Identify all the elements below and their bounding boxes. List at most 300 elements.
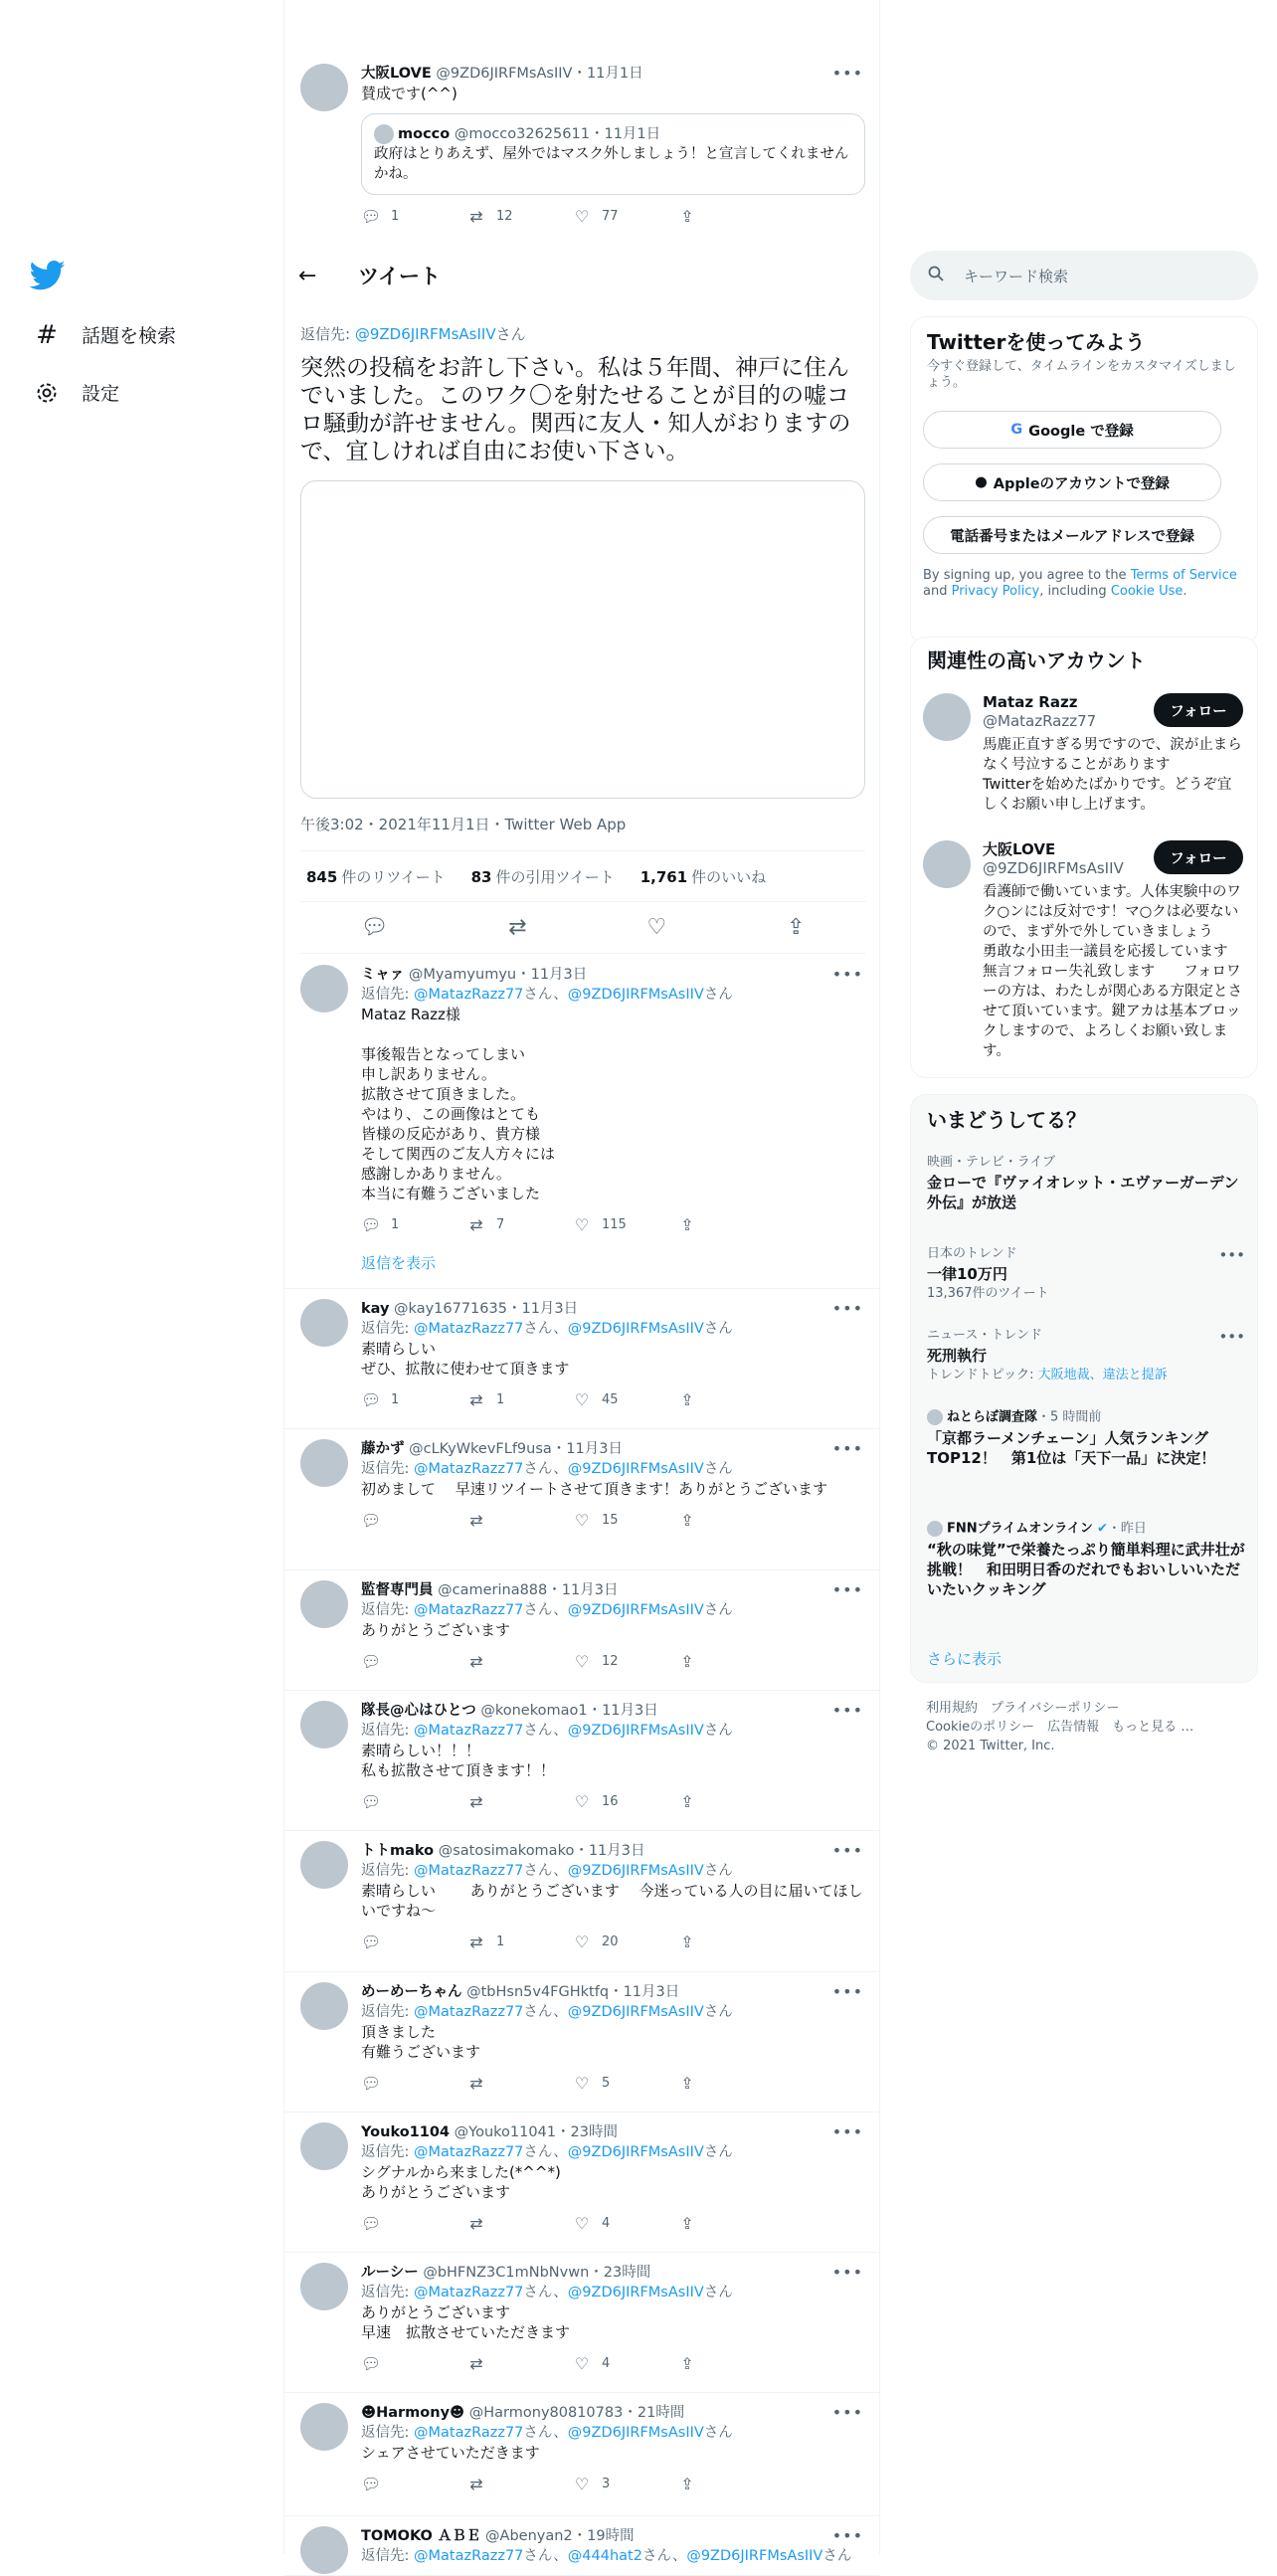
- footer: [926, 1699, 1193, 1755]
- account-name[interactable]: Mataz Razz: [983, 693, 1078, 711]
- tweet-text: ありがとうございます: [361, 1621, 511, 1639]
- search-box[interactable]: [910, 251, 1258, 300]
- reply-to-link[interactable]: @9ZD6JIRFMsAsIIV: [567, 1321, 704, 1337]
- news-time: ・昨日: [1107, 1521, 1147, 1537]
- share-button[interactable]: [677, 2354, 783, 2374]
- related-account[interactable]: [923, 693, 1251, 813]
- share-icon: ⇪: [680, 1792, 694, 1811]
- avatar[interactable]: [300, 965, 348, 1012]
- heart-icon: ♡: [574, 2475, 590, 2493]
- avatar[interactable]: [300, 2403, 348, 2451]
- avatar[interactable]: [923, 840, 971, 888]
- apple-signup-label: Appleのアカウントで登録: [993, 475, 1170, 492]
- quoted-author-handle: @mocco32625611: [454, 126, 590, 142]
- retweet-icon: ⇄: [469, 2214, 483, 2233]
- like-count: 115: [602, 1217, 627, 1232]
- more-icon[interactable]: •••: [831, 965, 863, 984]
- source-avatar: [927, 1409, 943, 1425]
- follow-button[interactable]: フォロー: [1154, 693, 1243, 727]
- reply-prefix: 返信先:: [361, 2144, 414, 2160]
- tweet-date[interactable]: 11月1日: [586, 66, 643, 82]
- google-signup-button[interactable]: [923, 411, 1221, 449]
- more-icon[interactable]: •••: [831, 2526, 863, 2545]
- retweet-icon: ⇄: [469, 2475, 483, 2493]
- tweet-text: 賛成です(^^): [361, 85, 457, 102]
- retweet-icon[interactable]: ⇄: [508, 915, 527, 940]
- likes-stat[interactable]: [635, 866, 766, 887]
- author-name[interactable]: 監督専門員: [361, 1582, 434, 1598]
- footer-links-2[interactable]: Cookieのポリシー 広告情報 もっと見る …: [926, 1720, 1194, 1735]
- like-count: 45: [602, 1392, 619, 1407]
- tweet-text: シェアさせていただきます: [361, 2444, 540, 2462]
- tweet-stats: [300, 850, 865, 902]
- retweet-button[interactable]: [466, 1792, 572, 1812]
- trend-count: 13,367件のツイート: [927, 1286, 1049, 1301]
- quotes-stat[interactable]: [465, 866, 615, 887]
- like-button[interactable]: [572, 1792, 677, 1812]
- reply-sep: さん、: [523, 1723, 568, 1739]
- tweet-date[interactable]: 11月3日: [588, 1843, 645, 1859]
- reply-to-link[interactable]: @9ZD6JIRFMsAsIIV: [686, 2548, 823, 2564]
- reply-suffix: さん: [703, 1723, 733, 1739]
- like-button[interactable]: [572, 207, 677, 227]
- like-button[interactable]: [572, 1511, 677, 1531]
- heart-icon: ♡: [574, 1932, 590, 1951]
- reply-button[interactable]: [361, 1652, 466, 1672]
- tweet-date[interactable]: 11月3日: [561, 1582, 619, 1598]
- tweet-date[interactable]: 11月3日: [602, 1703, 658, 1719]
- reply-suffix: さん: [703, 2144, 733, 2160]
- account-bio: 馬鹿正直すぎる男ですので、涙が止まらなく号泣することがあります Twitterを始めたばかりです。どうぞ宜しくお願い申し上げます。: [983, 737, 1242, 813]
- more-icon[interactable]: •••: [831, 1841, 863, 1860]
- search-icon: [928, 266, 944, 285]
- tweet-date[interactable]: 11月3日: [521, 1301, 579, 1317]
- privacy-link[interactable]: Privacy Policy: [951, 584, 1040, 599]
- retweet-icon: ⇄: [469, 1215, 483, 1234]
- retweet-button[interactable]: [466, 1511, 572, 1531]
- reply-button[interactable]: [361, 2475, 466, 2494]
- reply-to-link[interactable]: @MatazRazz77: [414, 2425, 524, 2441]
- reply-to-link[interactable]: @9ZD6JIRFMsAsIIV: [567, 2144, 704, 2160]
- share-button[interactable]: [677, 1652, 783, 1672]
- more-icon[interactable]: •••: [831, 1439, 863, 1458]
- avatar[interactable]: [300, 1439, 348, 1487]
- reply-to-link[interactable]: @9ZD6JIRFMsAsIIV: [354, 325, 496, 343]
- reply-prefix: 返信先:: [361, 987, 414, 1003]
- reply-to-link[interactable]: @MatazRazz77: [414, 1321, 524, 1337]
- share-button[interactable]: [677, 1932, 783, 1952]
- separator: ・: [574, 1843, 589, 1859]
- reply-tweet[interactable]: [284, 1691, 879, 1831]
- like-count: 12: [602, 1654, 619, 1669]
- more-icon[interactable]: •••: [831, 2122, 863, 2141]
- retweet-count: 7: [496, 1217, 505, 1232]
- reply-button[interactable]: [361, 2214, 466, 2234]
- reply-suffix: さん: [703, 1602, 733, 1618]
- nav-settings-label: 設定: [82, 383, 120, 405]
- more-icon[interactable]: •••: [831, 1299, 863, 1318]
- retweet-button[interactable]: [466, 207, 572, 227]
- reply-button[interactable]: [361, 2354, 466, 2374]
- copyright: © 2021 Twitter, Inc.: [926, 1739, 1055, 1753]
- trends-card: [910, 1094, 1258, 1683]
- like-count: 4: [602, 2356, 611, 2371]
- avatar[interactable]: [300, 1982, 348, 2030]
- author-handle: @tbHsn5v4FGHktfq: [466, 1984, 610, 2000]
- retweets-stat[interactable]: [300, 866, 446, 887]
- separator: ・: [516, 967, 531, 983]
- account-name[interactable]: 大阪LOVE: [983, 840, 1056, 858]
- author-name[interactable]: 藤かず: [361, 1441, 405, 1457]
- reply-button[interactable]: [361, 1215, 466, 1235]
- reply-to-link[interactable]: @MatazRazz77: [414, 1461, 524, 1477]
- like-button[interactable]: [572, 1215, 677, 1235]
- related-account[interactable]: [923, 840, 1251, 1069]
- trend-category: 日本のトレンド: [927, 1246, 1017, 1261]
- trend-title: 金ローで『ヴァイオレット・エヴァーガーデン 外伝』が放送: [927, 1174, 1239, 1211]
- heart-icon: ♡: [574, 2214, 590, 2233]
- show-replies-link[interactable]: 返信を表示: [361, 1254, 437, 1272]
- reply-context: [300, 323, 526, 344]
- quotes-label: 件の引用ツイート: [495, 867, 615, 886]
- heart-icon: ♡: [574, 2074, 590, 2093]
- reply-tweet[interactable]: [284, 1831, 879, 1972]
- tweet-date[interactable]: 19時間: [587, 2528, 635, 2544]
- author-name[interactable]: ミャァ: [361, 967, 405, 983]
- reply-button[interactable]: [361, 1511, 466, 1531]
- reply-tweet[interactable]: [284, 1429, 879, 1570]
- trends-title: いまどうしてる？: [927, 1108, 1086, 1132]
- reply-to-link[interactable]: @9ZD6JIRFMsAsIIV: [567, 1863, 704, 1879]
- avatar[interactable]: [300, 1841, 348, 1889]
- like-button[interactable]: [572, 1932, 677, 1952]
- related-accounts-card: [910, 637, 1258, 1078]
- quoted-date: 11月1日: [604, 126, 661, 142]
- share-icon: ⇪: [680, 207, 694, 226]
- share-icon: ⇪: [680, 2074, 694, 2093]
- separator: ・: [587, 1703, 603, 1719]
- author-name[interactable]: 大阪LOVE: [361, 66, 432, 82]
- trend-category: 映画・テレビ・ライブ: [927, 1155, 1055, 1170]
- reply-to-link[interactable]: @9ZD6JIRFMsAsIIV: [567, 2004, 704, 2020]
- retweet-icon: ⇄: [469, 207, 483, 226]
- trend-category: ニュース・トレンド: [927, 1328, 1043, 1343]
- avatar[interactable]: [923, 693, 971, 741]
- author-handle: @satosimakomako: [438, 1843, 575, 1859]
- reply-context: [361, 985, 865, 1005]
- more-icon[interactable]: •••: [831, 2263, 863, 2282]
- tweet-date[interactable]: 11月3日: [530, 967, 588, 983]
- reply-prefix: 返信先:: [361, 2285, 414, 2300]
- like-count: 4: [602, 2216, 611, 2231]
- retweet-icon: ⇄: [469, 1932, 483, 1951]
- reply-button[interactable]: [361, 207, 466, 227]
- main-tweet-text: 突然の投稿をお許し下さい。私は５年間、神戸に住んでいました。このワク〇を射たせることが目的の嘘コロ騒動が許せません。関西に友人・知人がおりますので、宜しければ自由にお使い下さい。: [300, 355, 851, 464]
- terms-link[interactable]: Terms of Service: [1130, 568, 1237, 583]
- reply-to-link[interactable]: @9ZD6JIRFMsAsIIV: [567, 2285, 704, 2300]
- heart-icon[interactable]: ♡: [646, 915, 667, 940]
- news-item[interactable]: [927, 1409, 1245, 1468]
- separator: ・: [589, 126, 605, 142]
- reply-sep: さん、: [523, 2285, 568, 2300]
- author-handle: @9ZD6JIRFMsAsIIV: [436, 66, 573, 82]
- news-time: ・5 時間前: [1037, 1409, 1102, 1425]
- like-button[interactable]: [572, 1390, 677, 1410]
- reply-button[interactable]: [361, 1792, 466, 1812]
- reply-to-link[interactable]: @9ZD6JIRFMsAsIIV: [567, 1461, 704, 1477]
- trend-item[interactable]: [927, 1155, 1245, 1212]
- gear-icon: [34, 380, 60, 406]
- reply-to-link[interactable]: @MatazRazz77: [414, 1723, 524, 1739]
- reply-tweet[interactable]: [284, 2393, 879, 2516]
- retweet-button[interactable]: [466, 2475, 572, 2494]
- heart-icon: ♡: [574, 2354, 590, 2373]
- reply-sep: さん、: [523, 2548, 568, 2564]
- trend-item[interactable]: [927, 1328, 1245, 1383]
- retweet-icon: ⇄: [469, 1792, 483, 1811]
- retweet-button[interactable]: [466, 2074, 572, 2094]
- author-name[interactable]: Youko1104: [361, 2124, 451, 2140]
- trend-topic-link[interactable]: 大阪地裁、違法と提訴: [1037, 1368, 1168, 1382]
- tweet-media[interactable]: [300, 480, 865, 799]
- reply-icon: 💬︎: [361, 2475, 382, 2493]
- more-icon[interactable]: •••: [831, 2403, 863, 2422]
- author-name[interactable]: ☻Harmony☻: [361, 2405, 465, 2421]
- reply-sep: さん、: [523, 1602, 568, 1618]
- quoted-tweet[interactable]: [361, 113, 865, 195]
- phone-signup-button[interactable]: [923, 516, 1221, 554]
- share-icon: ⇪: [680, 1932, 694, 1951]
- heart-icon: ♡: [574, 207, 590, 226]
- author-name[interactable]: TOMOKO ＡＢＥ: [361, 2528, 481, 2544]
- reply-tweet[interactable]: [284, 1972, 879, 2113]
- retweet-button[interactable]: [466, 2354, 572, 2374]
- tweet-text: Mataz Razz様 事後報告となってしまい 申し訳ありません。 拡散させて頂きました。 やはり、この画像はとても 皆様の反応があり、貴方様 そして関西のご友人方々には 感謝しかありません。 本当に有難うございました: [361, 1006, 556, 1202]
- reply-icon: 💬︎: [361, 2214, 382, 2233]
- more-icon[interactable]: •••: [831, 1580, 863, 1599]
- reply-to-link[interactable]: @9ZD6JIRFMsAsIIV: [567, 1602, 704, 1618]
- signup-terms: [923, 568, 1241, 600]
- tweet-text: 素晴らしい ぜひ、拡散に使わせて頂きます: [361, 1340, 570, 1378]
- account-bio: 看護師で働いています。人体実験中のワク○ンには反対です！マ○クは必要ないので、まず外で外していきましょう 勇敢な小田圭一議員を応援しています 無言フォロー失礼致します フォロワーの方は、わたしが関心ある方限定とさせて頂いています。鍵アカは基本ブロックしますので、よろしくお願い致します。: [983, 884, 1247, 1059]
- avatar[interactable]: [300, 1580, 348, 1628]
- news-title: 「京都ラーメンチェーン」人気ランキングTOP12！ 第1位は「天下一品」に決定！: [927, 1428, 1216, 1467]
- author-name[interactable]: めーめーちゃん: [361, 1984, 462, 2000]
- apple-icon: ●: [975, 474, 988, 490]
- trend-item[interactable]: [927, 1246, 1245, 1302]
- retweet-button[interactable]: [466, 1652, 572, 1672]
- terms-text: By signing up, you agree to the: [923, 568, 1131, 583]
- reply-to-link[interactable]: @9ZD6JIRFMsAsIIV: [567, 1723, 704, 1739]
- quoted-author-name: mocco: [398, 126, 451, 142]
- author-handle: @cLKyWkevFLf9usa: [409, 1441, 552, 1457]
- share-icon: ⇪: [680, 1215, 694, 1234]
- retweet-button[interactable]: [466, 1932, 572, 1952]
- reply-suffix: さん: [703, 987, 733, 1003]
- avatar[interactable]: [300, 64, 348, 111]
- like-button[interactable]: [572, 2475, 677, 2494]
- google-signup-label: Google で登録: [1028, 423, 1134, 440]
- terms-text: and: [923, 584, 952, 599]
- likes-label: 件のいいね: [691, 867, 767, 886]
- retweet-icon: ⇄: [469, 1652, 483, 1671]
- author-handle: @Myamyumyu: [408, 967, 517, 983]
- tweet-date[interactable]: 23時間: [603, 2265, 651, 2281]
- retweet-icon: ⇄: [469, 2074, 483, 2093]
- page-title: ツイート: [358, 265, 441, 288]
- more-icon[interactable]: •••: [831, 1701, 863, 1720]
- tweet-meta[interactable]: 午後3:02・2021年11月1日・Twitter Web App: [300, 816, 627, 833]
- share-button[interactable]: [677, 2214, 783, 2234]
- reply-prefix: 返信先:: [361, 1863, 414, 1879]
- share-button[interactable]: [677, 1792, 783, 1812]
- avatar[interactable]: [300, 2526, 348, 2574]
- quotes-count: 83: [470, 867, 492, 886]
- share-button[interactable]: [677, 1390, 783, 1410]
- phone-signup-label: 電話番号またはメールアドレスで登録: [950, 528, 1194, 545]
- apple-signup-button[interactable]: [923, 463, 1221, 501]
- share-button[interactable]: [677, 2475, 783, 2494]
- twitter-logo-icon[interactable]: [30, 261, 66, 292]
- nav-explore[interactable]: [34, 321, 176, 348]
- reply-tweet[interactable]: [284, 955, 879, 1289]
- reply-button[interactable]: [361, 1390, 466, 1410]
- context-tweet[interactable]: [284, 48, 879, 253]
- author-name[interactable]: 隊長@心はひとつ: [361, 1703, 476, 1719]
- reply-suffix: さん: [703, 1461, 733, 1477]
- account-handle: @MatazRazz77: [983, 712, 1097, 730]
- reply-prefix: 返信先:: [361, 1602, 414, 1618]
- tweet-date[interactable]: 11月3日: [623, 1984, 680, 2000]
- more-icon[interactable]: •••: [1218, 1328, 1245, 1346]
- reply-tweet[interactable]: [284, 1289, 879, 1429]
- avatar[interactable]: [300, 1299, 348, 1347]
- tweet-date[interactable]: 11月3日: [566, 1441, 623, 1457]
- show-more-link[interactable]: さらに表示: [927, 1650, 1003, 1668]
- reply-to-link[interactable]: @444hat2: [567, 2548, 642, 2564]
- reply-prefix: 返信先:: [361, 2425, 414, 2441]
- like-button[interactable]: [572, 1652, 677, 1672]
- share-icon[interactable]: ⇪: [787, 915, 806, 940]
- retweets-count: 845: [306, 867, 338, 886]
- retweet-icon: ⇄: [469, 1511, 483, 1530]
- more-icon[interactable]: •••: [831, 64, 863, 83]
- tweet-text: 素晴らしい ありがとうございます 今迷っている人の目に届いてほしいですね〜: [361, 1882, 863, 1920]
- heart-icon: ♡: [574, 1511, 590, 1530]
- back-arrow-icon[interactable]: ←: [298, 263, 317, 288]
- like-count: 20: [602, 1934, 619, 1949]
- retweet-count: 1: [496, 1392, 505, 1407]
- footer-links-1[interactable]: 利用規約 プライバシーポリシー: [926, 1701, 1120, 1716]
- reply-context: [361, 1600, 865, 1620]
- like-button[interactable]: [572, 2074, 677, 2094]
- reply-icon[interactable]: 💬︎: [360, 915, 389, 940]
- like-count: 5: [602, 2076, 611, 2091]
- share-button[interactable]: [677, 207, 783, 227]
- cookie-link[interactable]: Cookie Use: [1110, 584, 1184, 599]
- reply-sep: さん、: [523, 2425, 568, 2441]
- reply-tweet[interactable]: [284, 1570, 879, 1691]
- more-icon[interactable]: •••: [831, 1982, 863, 2001]
- reply-to-link[interactable]: @MatazRazz77: [414, 2285, 524, 2300]
- share-button[interactable]: [677, 1215, 783, 1235]
- reply-icon: 💬︎: [361, 207, 382, 226]
- tweet-text: 素晴らしい！！！ 私も拡散させて頂きます！！: [361, 1742, 556, 1779]
- separator: ・: [623, 2405, 638, 2421]
- more-icon[interactable]: •••: [1218, 1246, 1245, 1264]
- trend-topic: [927, 1368, 1245, 1383]
- page-header: [284, 251, 879, 300]
- reply-to-link[interactable]: @MatazRazz77: [414, 2004, 524, 2020]
- reply-icon: 💬︎: [361, 2074, 382, 2093]
- tweet-date[interactable]: 23時間: [570, 2124, 618, 2140]
- search-input[interactable]: キーワード検索: [964, 267, 1069, 285]
- news-item[interactable]: [927, 1521, 1245, 1599]
- author-handle: @konekomao1: [480, 1703, 588, 1719]
- separator: ・: [556, 2124, 571, 2140]
- reply-tweet[interactable]: [284, 2516, 879, 2576]
- reply-button[interactable]: [361, 1932, 466, 1952]
- google-icon: G: [1010, 422, 1023, 438]
- terms-text: , including: [1039, 584, 1111, 599]
- author-name[interactable]: トトmako: [361, 1843, 435, 1859]
- nav-settings[interactable]: [34, 379, 119, 406]
- reply-to-link[interactable]: @9ZD6JIRFMsAsIIV: [567, 987, 704, 1003]
- reply-to-link[interactable]: @MatazRazz77: [414, 987, 524, 1003]
- reply-tweet[interactable]: [284, 2253, 879, 2393]
- share-icon: ⇪: [680, 2475, 694, 2493]
- share-button[interactable]: [677, 1511, 783, 1531]
- reply-suffix: さん: [822, 2548, 852, 2564]
- author-handle: @Youko11041: [454, 2124, 557, 2140]
- heart-icon: ♡: [574, 1390, 590, 1409]
- news-title: “秋の味覚”で栄養たっぷり簡単料理に武井壮が挑戦！ 和田明日香のだれでもおいしいいただいたいクッキング: [927, 1540, 1245, 1598]
- reply-to-link[interactable]: @MatazRazz77: [414, 2548, 524, 2564]
- tweet-text: シグナルから来ました(*^^*) ありがとうございます: [361, 2163, 561, 2201]
- retweet-button[interactable]: [466, 1215, 572, 1235]
- separator: ・: [506, 1301, 522, 1317]
- likes-count: 1,761: [639, 867, 688, 886]
- trend-topic-prefix: トレンドトピック:: [927, 1368, 1038, 1382]
- reply-to-link[interactable]: @MatazRazz77: [414, 2144, 524, 2160]
- retweet-button[interactable]: [466, 2214, 572, 2234]
- like-button[interactable]: [572, 2214, 677, 2234]
- reply-context: [361, 2002, 865, 2022]
- reply-to-link[interactable]: @9ZD6JIRFMsAsIIV: [567, 2425, 704, 2441]
- reply-to-link[interactable]: @MatazRazz77: [414, 1863, 524, 1879]
- tweet-date[interactable]: 21時間: [637, 2405, 685, 2421]
- tweet-text: 初めまして 早速リツイートさせて頂きます！ありがとうございます: [361, 1480, 828, 1498]
- reply-button[interactable]: [361, 2074, 466, 2094]
- follow-button[interactable]: フォロー: [1154, 840, 1243, 874]
- reply-to-link[interactable]: @MatazRazz77: [414, 1602, 524, 1618]
- reply-count: 1: [391, 1217, 400, 1232]
- reply-sep: さん、: [641, 2548, 687, 2564]
- reply-sep: さん、: [523, 2004, 568, 2020]
- avatar[interactable]: [300, 1701, 348, 1748]
- reply-tweet[interactable]: [284, 2113, 879, 2253]
- like-button[interactable]: [572, 2354, 677, 2374]
- author-name[interactable]: kay: [361, 1301, 390, 1317]
- reply-prefix: 返信先:: [361, 1321, 414, 1337]
- share-button[interactable]: [677, 2074, 783, 2094]
- avatar[interactable]: [300, 2122, 348, 2170]
- author-name[interactable]: ルーシー: [361, 2265, 419, 2281]
- retweet-button[interactable]: [466, 1390, 572, 1410]
- avatar[interactable]: [300, 2263, 348, 2310]
- tweet-text: 頂きました 有難うございます: [361, 2023, 481, 2061]
- trend-title: 死刑執行: [927, 1347, 988, 1365]
